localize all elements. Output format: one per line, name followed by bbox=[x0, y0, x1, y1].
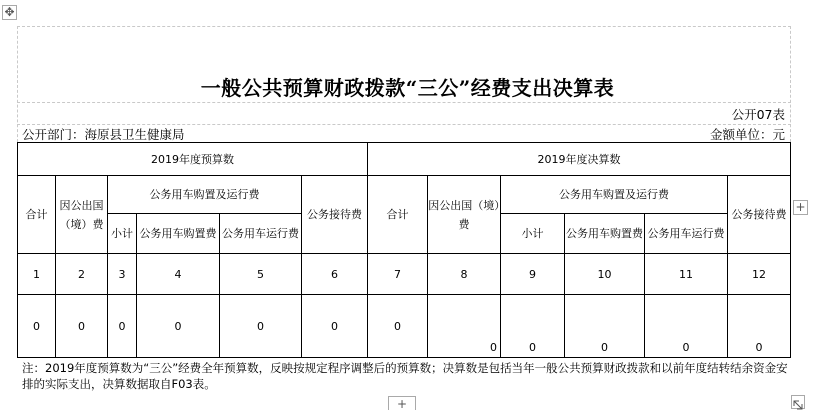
final-vehicle-purchase-header: 公务用车购置费 bbox=[565, 214, 645, 254]
value-cell: 0 bbox=[501, 295, 565, 358]
value-cell: 0 bbox=[137, 295, 220, 358]
plus-icon[interactable]: + bbox=[793, 200, 808, 215]
plus-icon: + bbox=[396, 397, 408, 411]
column-number: 2 bbox=[56, 254, 108, 295]
budget-vehicle-purchase-header: 公务用车购置费 bbox=[137, 214, 220, 254]
column-number: 5 bbox=[220, 254, 302, 295]
footnote: 注：2019年度预算数为“三公”经费全年预算数，反映按规定程序调整后的预算数；决算数是包括当年一般公共预算财政拨款和以前年度结转结余资金安排的实际支出，决算数据取自F03表。 bbox=[22, 361, 788, 391]
column-number: 4 bbox=[137, 254, 220, 295]
final-vehicle-header: 公务用车购置及运行费 bbox=[501, 176, 728, 214]
table-code: 公开07表 bbox=[731, 107, 785, 122]
move-handle-icon[interactable]: ✥ bbox=[2, 5, 17, 20]
final-abroad-header: 因公出国（境）费 bbox=[428, 176, 501, 254]
final-group-header: 2019年度决算数 bbox=[368, 143, 791, 176]
department-label: 公开部门：海原县卫生健康局 bbox=[22, 127, 185, 142]
budget-abroad-header: 因公出国（境）费 bbox=[56, 176, 108, 254]
final-reception-header: 公务接待费 bbox=[728, 176, 791, 254]
value-cell: 0 bbox=[565, 295, 645, 358]
column-number: 10 bbox=[565, 254, 645, 295]
unit-label: 金额单位：元 bbox=[709, 127, 785, 142]
budget-reception-header: 公务接待费 bbox=[302, 176, 368, 254]
value-cell: 0 bbox=[56, 295, 108, 358]
final-vehicle-operation-header: 公务用车运行费 bbox=[645, 214, 728, 254]
value-cell: 0 bbox=[108, 295, 137, 358]
value-cell: 0 bbox=[728, 295, 791, 358]
column-number: 6 bbox=[302, 254, 368, 295]
expenditure-table bbox=[17, 142, 791, 358]
budget-vehicle-header: 公务用车购置及运行费 bbox=[108, 176, 302, 214]
budget-total-header: 合计 bbox=[18, 176, 56, 254]
column-number: 7 bbox=[368, 254, 428, 295]
value-cell: 0 bbox=[645, 295, 728, 358]
column-number: 9 bbox=[501, 254, 565, 295]
report-title: 一般公共预算财政拨款“三公”经费支出决算表 bbox=[200, 76, 615, 100]
value-cell: 0 bbox=[428, 295, 501, 358]
final-total-header: 合计 bbox=[368, 176, 428, 254]
add-row-bar[interactable] bbox=[388, 396, 416, 410]
budget-subtotal-header: 小计 bbox=[108, 214, 137, 254]
value-cell: 0 bbox=[302, 295, 368, 358]
column-number: 8 bbox=[428, 254, 501, 295]
value-cell: 0 bbox=[368, 295, 428, 358]
value-cell: 0 bbox=[220, 295, 302, 358]
budget-vehicle-operation-header: 公务用车运行费 bbox=[220, 214, 302, 254]
column-number: 1 bbox=[18, 254, 56, 295]
value-cell: 0 bbox=[18, 295, 56, 358]
column-number: 12 bbox=[728, 254, 791, 295]
column-number: 11 bbox=[645, 254, 728, 295]
final-subtotal-header: 小计 bbox=[501, 214, 565, 254]
column-number: 3 bbox=[108, 254, 137, 295]
resize-handle-icon[interactable] bbox=[791, 395, 805, 409]
budget-group-header: 2019年度预算数 bbox=[18, 143, 368, 176]
